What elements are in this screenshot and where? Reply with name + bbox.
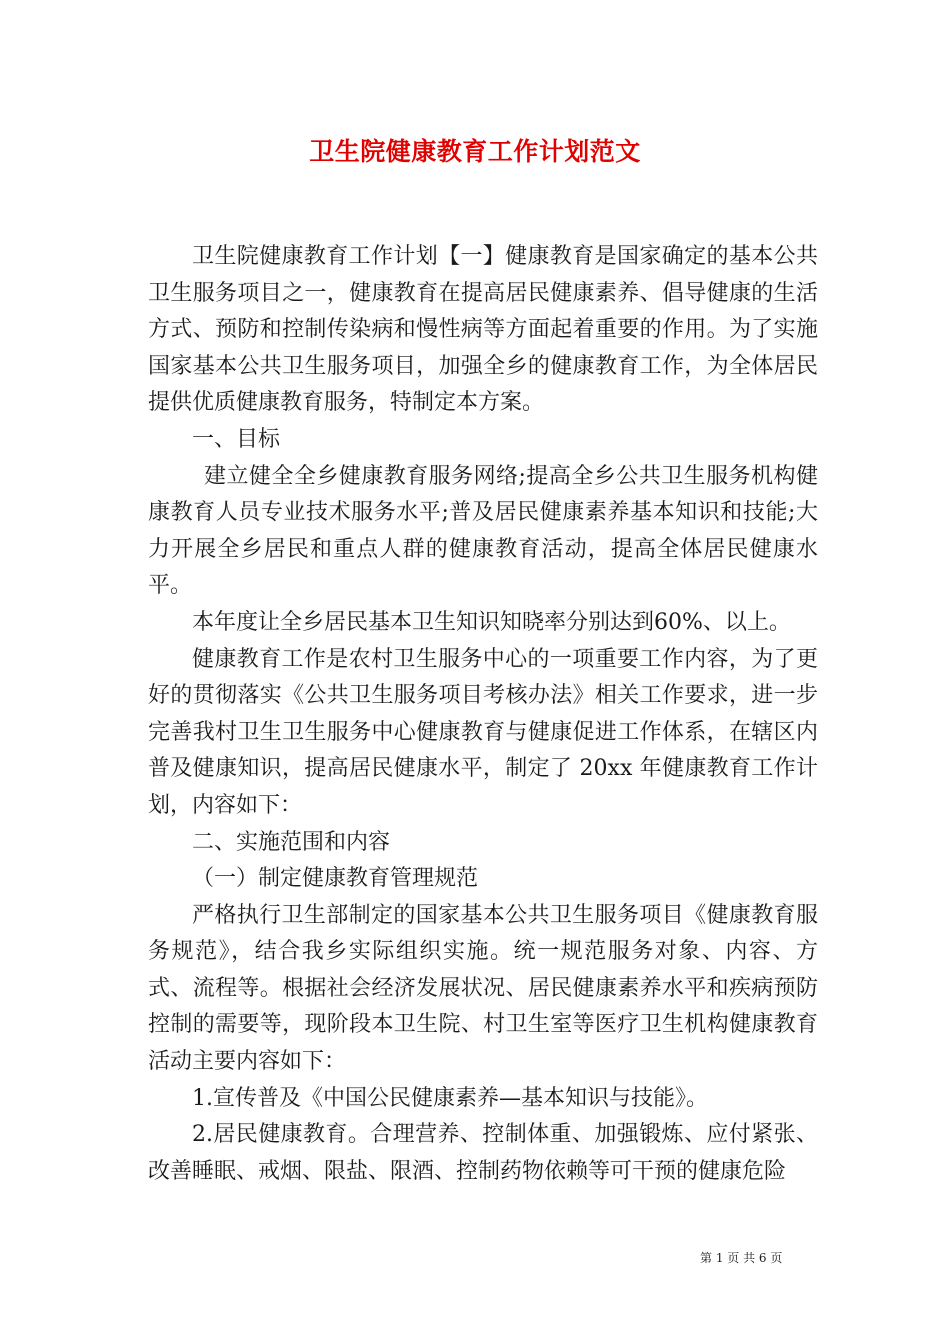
paragraph-intro: 卫生院健康教育工作计划【一】健康教育是国家确定的基本公共卫生服务项目之一，健康教育在提高居民健康素养、倡导健康的生活方式、预防和控制传染病和慢性病等方面起着重要的作用。为了实施国家基本公共卫生服务项目，加强全乡的健康教育工作，为全体居民提供优质健康教育服务，特制定本方案。 [148, 244, 818, 416]
paragraph-goals: 建立健全全乡健康教育服务网络;提高全乡公共卫生服务机构健康教育人员专业技术服务水平;普及居民健康素养基本知识和技能;大力开展全乡居民和重点人群的健康教育活动，提高全体居民健康水平。 [148, 463, 818, 599]
list-item-2: 2.居民健康教育。合理营养、控制体重、加强锻炼、应付紧张、改善睡眠、戒烟、限盐、限酒、控制药物依赖等可干预的健康危险 [148, 1122, 818, 1184]
list-item-1: 1.宣传普及《中国公民健康素养—基本知识与技能》。 [192, 1085, 708, 1111]
page-number: 第 1 页 共 6 页 [700, 1251, 783, 1265]
paragraph-service-standard: 严格执行卫生部制定的国家基本公共卫生服务项目《健康教育服务规范》，结合我乡实际组织实施。统一规范服务对象、内容、方式、流程等。根据社会经济发展状况、居民健康素养水平和疾病预防控制的需要等，现阶段本卫生院、村卫生室等医疗卫生机构健康教育活动主要内容如下： [148, 902, 818, 1075]
heading-goals: 一、目标 [192, 426, 281, 452]
heading-management-rules: （一）制定健康教育管理规范 [192, 866, 479, 892]
document-body [148, 239, 818, 1190]
paragraph-work-plan: 健康教育工作是农村卫生服务中心的一项重要工作内容，为了更好的贯彻落实《公共卫生服务项目考核办法》相关工作要求，进一步完善我村卫生卫生服务中心健康教育与健康促进工作体系，在辖区内普及健康知识，提高居民健康水平，制定了 20xx 年健康教育工作计划，内容如下： [148, 646, 818, 818]
heading-scope: 二、实施范围和内容 [192, 829, 391, 855]
document-title: 卫生院健康教育工作计划范文 [309, 137, 641, 166]
paragraph-awareness-rate: 本年度让全乡居民基本卫生知识知晓率分别达到60%、以上。 [192, 609, 791, 635]
